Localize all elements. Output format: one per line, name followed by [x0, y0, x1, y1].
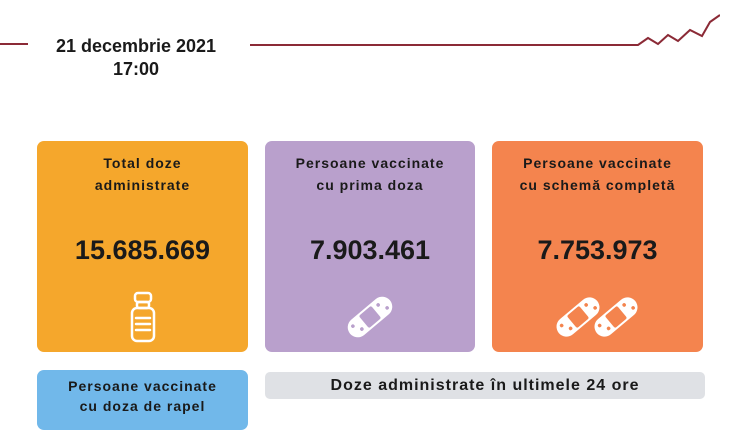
trend-line-icon	[250, 10, 720, 50]
card-total-doses	[37, 141, 248, 352]
card-booster-dose-label: Persoane vaccinate cu doza de rapel	[68, 378, 217, 414]
card-first-dose-value: 7.903.461	[309, 235, 431, 265]
card-total-doses-label: Total doze administrate	[94, 155, 191, 193]
last-24h-banner: Doze administrate în ultimele 24 ore	[265, 372, 705, 399]
card-complete-scheme	[492, 141, 703, 352]
report-date: 21 decembrie 2021	[55, 36, 217, 56]
card-first-dose-label: Persoane vaccinate cu prima doza	[295, 155, 445, 193]
card-complete-scheme-label: Persoane vaccinate cu schemă completă	[519, 155, 676, 193]
double-bandage-icon	[550, 291, 646, 343]
vaccine-vial-icon	[129, 291, 157, 343]
report-time: 17:00	[112, 59, 160, 79]
card-total-doses-value: 15.685.669	[74, 235, 211, 265]
card-first-dose	[265, 141, 475, 352]
header-rule-left	[0, 43, 28, 45]
card-complete-scheme-value: 7.753.973	[537, 235, 658, 265]
card-booster-dose	[37, 370, 248, 430]
report-datetime	[36, 35, 236, 81]
bandage-icon	[340, 291, 400, 343]
